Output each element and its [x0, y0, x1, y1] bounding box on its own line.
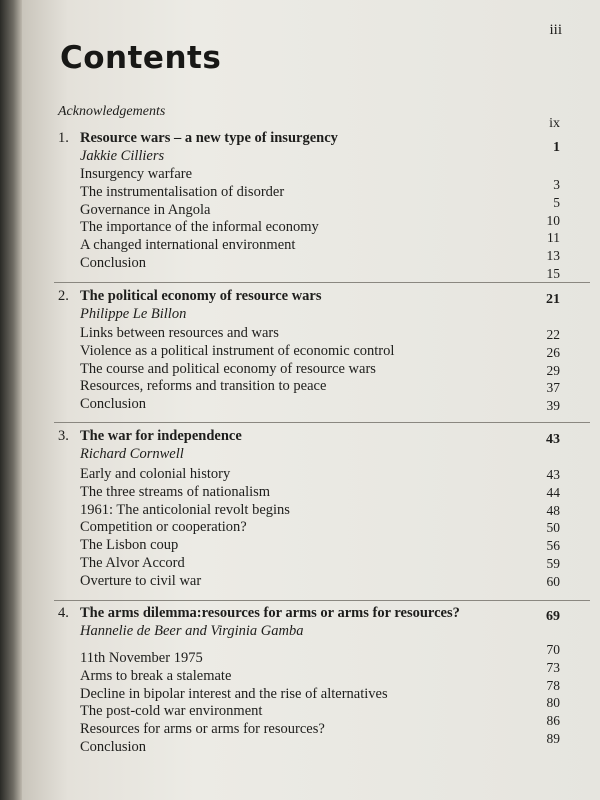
- section-page: 37: [546, 380, 560, 396]
- section-title: Overture to civil war: [80, 572, 202, 589]
- section-title: Decline in bipolar interest and the rise of alternatives: [80, 685, 388, 702]
- chapter-divider: [54, 422, 590, 423]
- section-page: 39: [546, 398, 560, 414]
- chapter-page: 21: [546, 292, 560, 307]
- section-page: 70: [546, 642, 560, 657]
- section-page: 89: [546, 730, 560, 746]
- section-page: 44: [546, 484, 560, 500]
- section-page: 10: [546, 212, 560, 228]
- acknowledgements-page: ix: [549, 116, 560, 131]
- section-title: Competition or cooperation?: [80, 519, 247, 536]
- section-title: Insurgency warfare: [80, 166, 193, 182]
- section-page-list: [547, 641, 561, 748]
- section-title: Arms to break a stalemate: [80, 667, 232, 684]
- section-page: 5: [553, 194, 560, 210]
- section-page: 48: [546, 502, 560, 518]
- section-title: The post-cold war environment: [80, 703, 263, 720]
- chapter-divider: [54, 282, 590, 283]
- section-list: [80, 325, 394, 414]
- section-page: 11: [547, 230, 560, 246]
- section-title: 1961: The anticolonial revolt begins: [80, 501, 290, 518]
- chapter-page: 43: [546, 432, 560, 447]
- section-page: 60: [546, 573, 560, 589]
- section-title: Conclusion: [80, 738, 147, 755]
- chapter-number: 2.: [58, 288, 69, 304]
- page-title: Contents: [60, 40, 222, 76]
- section-title: The three streams of nationalism: [80, 483, 271, 500]
- section-title: Conclusion: [80, 254, 147, 271]
- section-page-list: [547, 466, 561, 591]
- section-title: 11th November 1975: [80, 650, 203, 666]
- section-page: 86: [546, 713, 560, 729]
- chapter-title: The arms dilemma:resources for arms or arms for resources?: [80, 605, 460, 621]
- chapter-author: Jakkie Cilliers: [80, 148, 165, 164]
- chapter-number: 4.: [58, 605, 69, 621]
- section-list: [80, 466, 290, 591]
- section-title: Violence as a political instrument of economic control: [80, 342, 395, 359]
- section-title: A changed international environment: [80, 237, 296, 254]
- section-title: The importance of the informal economy: [80, 219, 319, 236]
- section-page: 26: [546, 344, 560, 360]
- section-page: 80: [546, 695, 560, 711]
- section-page: 59: [546, 555, 560, 571]
- chapter-page: 69: [546, 609, 560, 624]
- section-title: Resources for arms or arms for resources?: [80, 721, 325, 738]
- chapter-author: Philippe Le Billon: [80, 306, 187, 322]
- section-page-list: [547, 326, 561, 415]
- chapter-page: 1: [553, 140, 560, 155]
- section-list: [80, 166, 319, 273]
- section-page: 13: [546, 248, 560, 264]
- section-title: The instrumentalisation of disorder: [80, 183, 285, 200]
- section-title: The Alvor Accord: [80, 554, 185, 571]
- acknowledgements-label: Acknowledgements: [58, 104, 166, 119]
- section-title: Resources, reforms and transition to peace: [80, 378, 327, 395]
- section-page: 78: [546, 677, 560, 693]
- section-page: 3: [553, 177, 560, 192]
- section-title: Conclusion: [80, 396, 147, 413]
- section-page: 29: [546, 362, 560, 378]
- section-title: Governance in Angola: [80, 201, 211, 218]
- section-title: The Lisbon coup: [80, 537, 179, 554]
- section-page: 22: [546, 327, 560, 342]
- book-spine-shadow: [0, 0, 22, 800]
- section-page-list: [547, 176, 561, 283]
- section-page: 50: [546, 520, 560, 536]
- section-list: [80, 650, 388, 757]
- page-number: iii: [549, 22, 562, 38]
- section-title: Early and colonial history: [80, 466, 231, 482]
- chapter-number: 1.: [58, 130, 69, 146]
- chapter-number: 3.: [58, 428, 69, 444]
- chapter-title: Resource wars – a new type of insurgency: [80, 130, 338, 146]
- section-page: 43: [546, 467, 560, 482]
- section-page: 56: [546, 538, 560, 554]
- chapter-title: The political economy of resource wars: [80, 288, 322, 304]
- chapter-author: Hannelie de Beer and Virginia Gamba: [80, 623, 304, 639]
- section-title: The course and political economy of resource wars: [80, 360, 376, 377]
- contents-page: [22, 0, 600, 800]
- chapter-author: Richard Cornwell: [80, 446, 184, 462]
- chapter-divider: [54, 600, 590, 601]
- chapter-title: The war for independence: [80, 428, 242, 444]
- section-page: 73: [546, 659, 560, 675]
- section-page: 15: [546, 265, 560, 281]
- section-title: Links between resources and wars: [80, 325, 279, 341]
